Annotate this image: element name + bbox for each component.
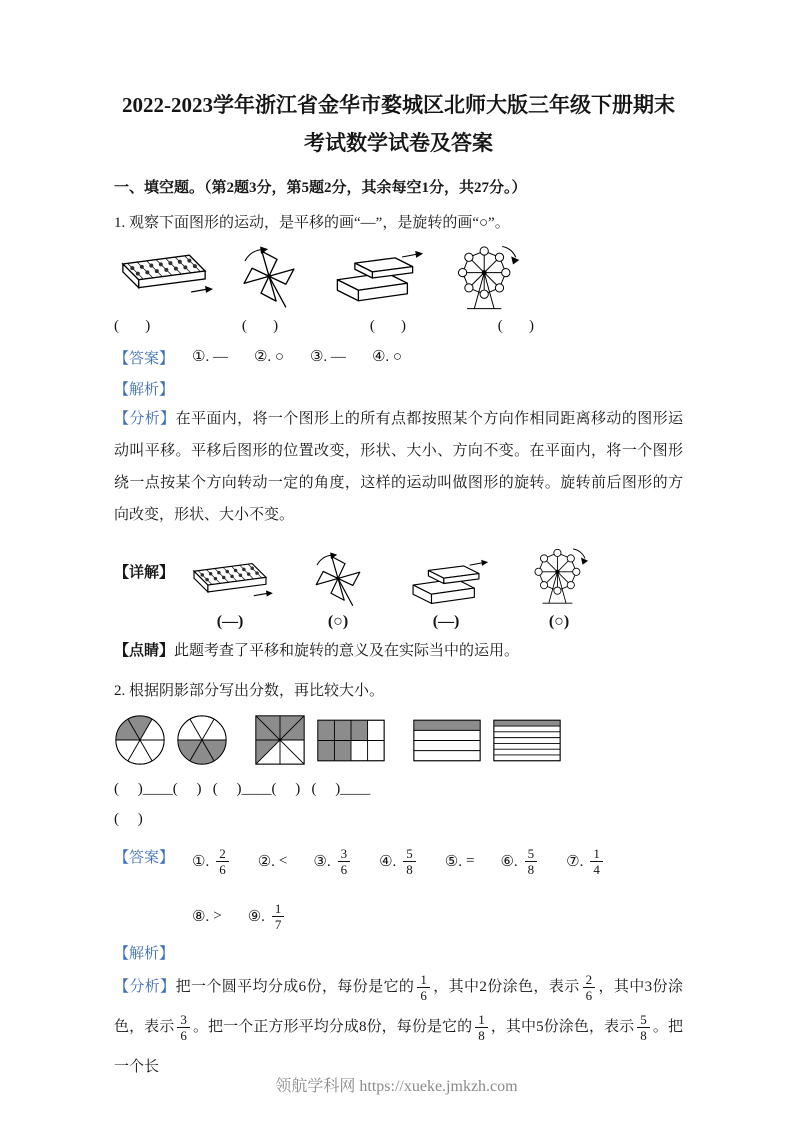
sliding-box-image [325, 250, 425, 306]
detail-item-sliding-box [402, 559, 490, 631]
section-heading: 一、填空题。（第2题3分，第5题2分，其余每空1分，共27分。） [114, 180, 527, 196]
q2-answer-row [114, 846, 683, 932]
fraction: $\frac{1}{4}$ [590, 846, 603, 877]
q1-fenxi-paragraph [114, 403, 683, 531]
dianjing-text: 此题考查了平移和旋转的意义及在实际当中的运用。 [174, 643, 520, 659]
q2-blanks-line-1: ( )____( ) ( )____( ) ( )____ [114, 781, 371, 797]
detail-item-abacus [186, 559, 274, 631]
q1-images-row [114, 242, 524, 314]
answer-item: ⑥. $\frac{5}{8}$ [500, 846, 540, 877]
answer-item: ④. ○ [371, 349, 402, 365]
q2-fenxi-paragraph: 【分析】把一个圆平均分成6份，每份是它的 $\frac{1}{6}$ ，其中2份涂色，表示 $\frac{2}{6}$ ，其中3份涂色，表示 $\frac{3}{6}$ 。把一个正方形平均分成8份，每份是它的 $\frac{1}{8}$ ，其中5份涂色，表示 $\frac{5}{8}$ 。把一个长 [114, 972, 683, 1075]
fraction: $\frac{3}{6}$ [177, 1012, 190, 1043]
fraction: $\frac{3}{6}$ [338, 846, 351, 877]
grid-fraction-5of8-image [316, 718, 386, 763]
answer-item: ①. — [192, 349, 228, 365]
pinwheel-image [237, 246, 301, 310]
answer-label: 【答案】 [114, 351, 175, 367]
q1-stem: 1. 观察下面图形的运动，是平移的画“—”，是旋转的画“○”。 [114, 215, 510, 231]
answer-blank: ( ) [497, 318, 534, 334]
fraction: $\frac{5}{8}$ [403, 846, 416, 877]
abacus-image [114, 250, 214, 306]
q2-shapes-row [114, 714, 683, 766]
fraction: $\frac{5}{8}$ [525, 846, 538, 877]
answer-blank: ( ) [369, 318, 407, 334]
answer-blank: ( ) [241, 318, 279, 334]
detail-answer: (—) [432, 613, 460, 630]
detail-answer: (○) [548, 613, 570, 630]
answer-item: ⑦. $\frac{1}{4}$ [566, 846, 606, 877]
circle-fraction-2of6-image [114, 714, 166, 766]
jiexi-label: 【解析】 [114, 382, 175, 398]
dianjing-label: 【点睛】 [114, 643, 175, 659]
q1-detail-images [186, 545, 592, 631]
q2-jiexi-line [114, 942, 683, 963]
answer-item: ①. $\frac{2}{6}$ [192, 846, 232, 877]
answer-item: ⑨. $\frac{1}{7}$ [248, 901, 288, 932]
xiangjie-label: 【详解】 [114, 565, 175, 581]
fraction: $\frac{1}{6}$ [417, 972, 430, 1003]
fraction: $\frac{1}{8}$ [475, 1012, 488, 1043]
footer-watermark: 领航学科网 https://xueke.jmkzh.com [275, 1078, 518, 1095]
answer-item: ④. $\frac{5}{8}$ [379, 846, 419, 877]
question-2 [114, 679, 683, 1087]
fraction: $\frac{2}{6}$ [583, 972, 596, 1003]
ferris-wheel-image [448, 242, 524, 314]
detail-answer: (—) [216, 613, 244, 630]
detail-item-ferris-wheel [526, 545, 592, 631]
q2-blanks-line-2: ( ) [114, 811, 143, 827]
detail-answer: (○) [327, 613, 349, 630]
abacus-image [186, 559, 274, 608]
detail-item-pinwheel [310, 552, 366, 631]
q1-answer-items [192, 347, 402, 366]
answer-blank: ( ) [114, 318, 151, 334]
circle-fraction-3of6-image [176, 714, 228, 766]
bar-fraction-1of4-image [412, 718, 482, 763]
q1-detail-block [114, 545, 683, 631]
square-fraction-5of8-image [254, 714, 306, 766]
answer-item: ③. $\frac{3}{6}$ [313, 846, 353, 877]
q2-stem: 2. 根据阴影部分写出分数，再比较大小。 [114, 683, 385, 699]
q1-blanks-row [114, 318, 534, 335]
fraction: $\frac{1}{7}$ [272, 901, 285, 932]
fraction: $\frac{2}{6}$ [216, 846, 229, 877]
question-1 [114, 211, 683, 667]
q1-answer-row [114, 347, 683, 368]
answer-item: ②. ○ [253, 349, 284, 365]
fenxi-label: 【分析】 [114, 979, 176, 995]
q2-answer-items [192, 846, 683, 932]
sliding-box-image [402, 559, 490, 608]
ferris-wheel-image [526, 545, 592, 608]
answer-item: ③. — [309, 349, 346, 365]
fenxi-text: 在平面内，将一个图形上的所有点都按照某个方向作相同距离移动的图形运动叫平移。平移后图形的位置改变，形状、大小、方向不变。在平面内，将一个图形绕一点按某个方向转动一定的角度，这样的运动叫做图形的旋转。旋转前后图形的方向改变，形状、大小不变。 [114, 411, 683, 523]
answer-label: 【答案】 [114, 850, 175, 866]
fenxi-label: 【分析】 [114, 411, 176, 427]
pinwheel-image [310, 552, 366, 608]
q1-jiexi-line [114, 378, 683, 399]
answer-item: ②. < [257, 853, 288, 870]
page-title: 2022-2023学年浙江省金华市婺城区北师大版三年级下册期末考试数学试卷及答案 [122, 93, 675, 155]
answer-item: ⑧. > [192, 908, 222, 925]
jiexi-label: 【解析】 [114, 946, 175, 962]
bar-fraction-1of7-image [492, 718, 562, 763]
fraction: $\frac{5}{8}$ [637, 1012, 650, 1043]
answer-item: ⑤. = [444, 853, 475, 870]
q1-dianjing-paragraph [114, 635, 683, 667]
